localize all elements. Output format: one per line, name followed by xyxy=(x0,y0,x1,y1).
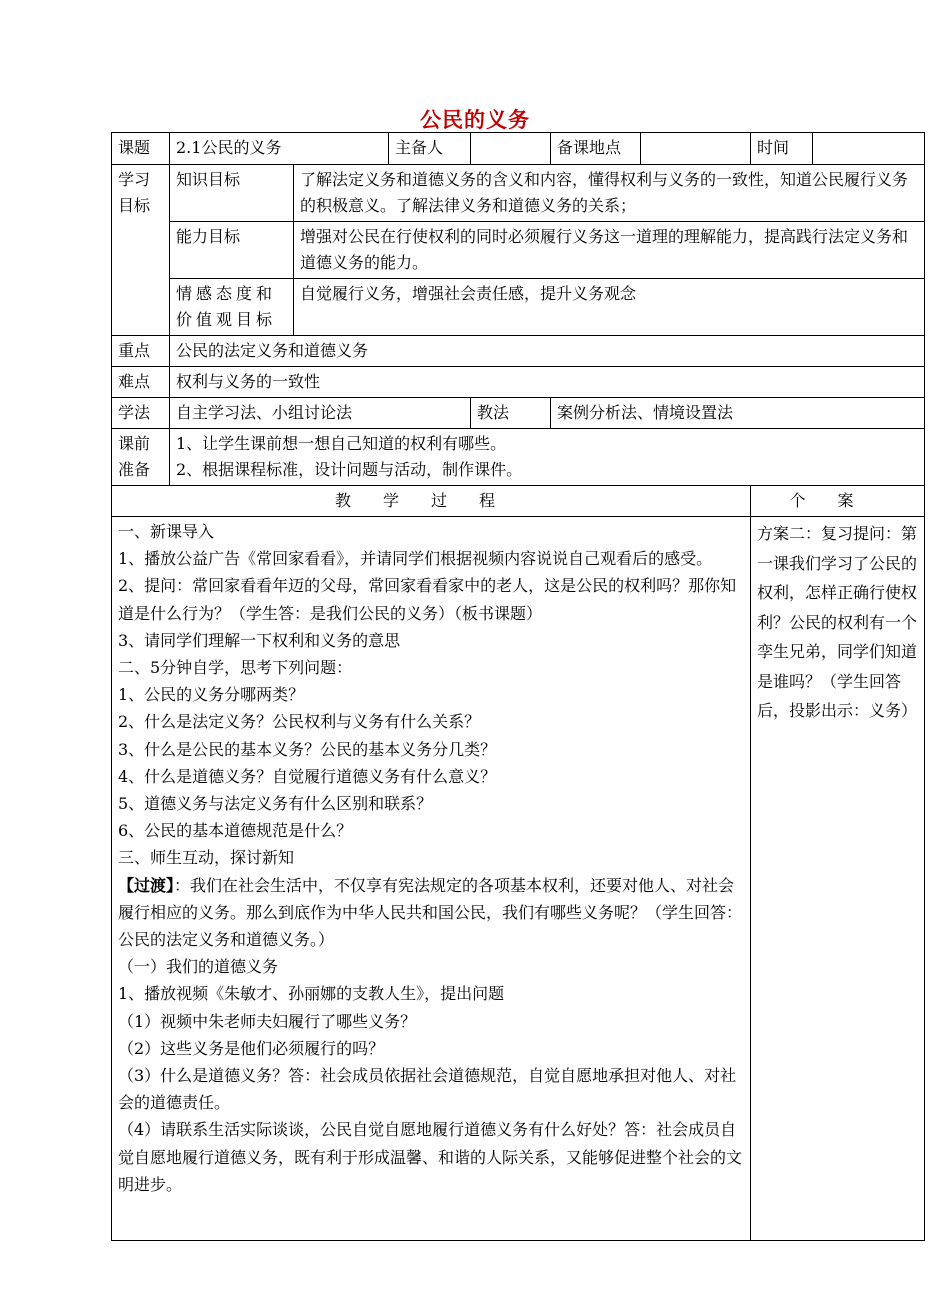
preparer-value xyxy=(471,133,551,165)
process-line: （一）我们的道德义务 xyxy=(118,957,279,977)
teaching-label: 教法 xyxy=(471,398,551,429)
preparer-label: 主备人 xyxy=(389,133,471,165)
ability-label: 能力目标 xyxy=(170,222,294,279)
prep-line-2: 2、根据课程标准，设计问题与活动，制作课件。 xyxy=(176,460,523,479)
process-line: （3）什么是道德义务？答：社会成员依据社会道德规范，自觉自愿地承担对他人、对社会的道德责任。 xyxy=(118,1066,737,1113)
methods-label: 学法 xyxy=(112,398,170,429)
emotion-row xyxy=(112,279,925,336)
transition-paragraph xyxy=(118,872,744,954)
transition-tag: 【过渡】 xyxy=(118,875,175,895)
emotion-text: 自觉履行义务，增强社会责任感，提升义务观念 xyxy=(294,279,925,336)
key-point-text: 公民的法定义务和道德义务 xyxy=(170,336,925,367)
knowledge-label: 知识目标 xyxy=(170,165,294,222)
difficulty-row xyxy=(112,367,925,398)
process-line: 3、请同学们理解一下权利和义务的意思 xyxy=(118,630,401,650)
process-body-row xyxy=(112,517,925,1241)
time-label: 时间 xyxy=(751,133,813,165)
topic-label: 课题 xyxy=(112,133,170,165)
difficulty-text: 权利与义务的一致性 xyxy=(170,367,925,398)
process-line: （1）视频中朱老师夫妇履行了哪些义务？ xyxy=(118,1011,417,1031)
case-header: 个案 xyxy=(751,486,925,517)
process-line: 1、播放视频《朱敏才、孙丽娜的支教人生》，提出问题 xyxy=(118,984,505,1004)
document-title: 公民的义务 xyxy=(420,108,530,132)
transition-text: ：我们在社会生活中，不仅享有宪法规定的各项基本权利，还要对他人、对社会履行相应的义务。那么到底作为中华人民共和国公民，我们有哪些义务呢？（学生回答：公民的法定义务和道德义务。） xyxy=(118,875,743,950)
process-line: （2）这些义务是他们必须履行的吗？ xyxy=(118,1038,385,1058)
teaching-methods: 案例分析法、情境设置法 xyxy=(551,398,925,429)
process-line: 2、什么是法定义务？公民权利与义务有什么关系？ xyxy=(118,712,481,732)
process-line: 1、公民的义务分哪两类？ xyxy=(118,685,305,705)
knowledge-row xyxy=(112,165,925,222)
prep-row xyxy=(112,429,925,486)
difficulty-label: 难点 xyxy=(112,367,170,398)
prep-label: 课前准备 xyxy=(112,429,170,486)
process-line: 二、5分钟自学，思考下列问题： xyxy=(118,658,353,678)
ability-text: 增强对公民在行使权利的同时必须履行义务这一道理的理解能力，提高践行法定义务和道德义务的能力。 xyxy=(294,222,925,279)
process-header: 教学过程 xyxy=(112,486,751,517)
location-value xyxy=(641,133,751,165)
process-header-row xyxy=(112,486,925,517)
process-line: 一、新课导入 xyxy=(118,522,215,541)
process-line: 2、提问：常回家看看年迈的父母，常回家看看家中的老人，这是公民的权利吗？那你知道是什么行为？（学生答：是我们公民的义务）（板书课题） xyxy=(118,576,737,623)
lesson-plan-table xyxy=(111,132,925,1241)
learning-methods: 自主学习法、小组讨论法 xyxy=(170,398,471,429)
knowledge-text: 了解法定义务和道德义务的含义和内容，懂得权利与义务的一致性，知道公民履行义务的积极意义。了解法律义务和道德义务的关系； xyxy=(294,165,925,222)
prep-line-1: 1、让学生课前想一想自己知道的权利有哪些。 xyxy=(176,434,507,453)
process-body xyxy=(112,517,751,1241)
case-body: 方案二：复习提问：第一课我们学习了公民的权利，怎样正确行使权利？公民的权利有一个孪生兄弟，同学们知道是谁吗？（学生回答后，投影出示：义务） xyxy=(751,517,925,1241)
methods-row xyxy=(112,398,925,429)
process-line: （4）请联系生活实际谈谈，公民自觉自愿地履行道德义务有什么好处？答：社会成员自觉自愿地履行道德义务，既有利于形成温馨、和谐的人际关系，又能够促进整个社会的文明进步。 xyxy=(118,1120,743,1194)
objectives-label: 学习目标 xyxy=(112,165,170,336)
process-line: 5、道德义务与法定义务有什么区别和联系？ xyxy=(118,794,433,814)
process-line: 4、什么是道德义务？自觉履行道德义务有什么意义？ xyxy=(118,766,497,786)
emotion-label: 情感态度和价值观目标 xyxy=(170,279,294,336)
header-row xyxy=(112,133,925,165)
process-line: 6、公民的基本道德规范是什么？ xyxy=(118,821,353,841)
key-point-label: 重点 xyxy=(112,336,170,367)
process-line: 3、什么是公民的基本义务？公民的基本义务分几类？ xyxy=(118,739,497,759)
ability-row xyxy=(112,222,925,279)
topic-value: 2.1公民的义务 xyxy=(170,133,389,165)
location-label: 备课地点 xyxy=(551,133,641,165)
prep-text xyxy=(170,429,925,486)
time-value xyxy=(813,133,925,165)
process-line: 三、师生互动，探讨新知 xyxy=(118,848,295,868)
process-line: 1、播放公益广告《常回家看看》，并请同学们根据视频内容说说自己观看后的感受。 xyxy=(118,549,713,569)
key-point-row xyxy=(112,336,925,367)
